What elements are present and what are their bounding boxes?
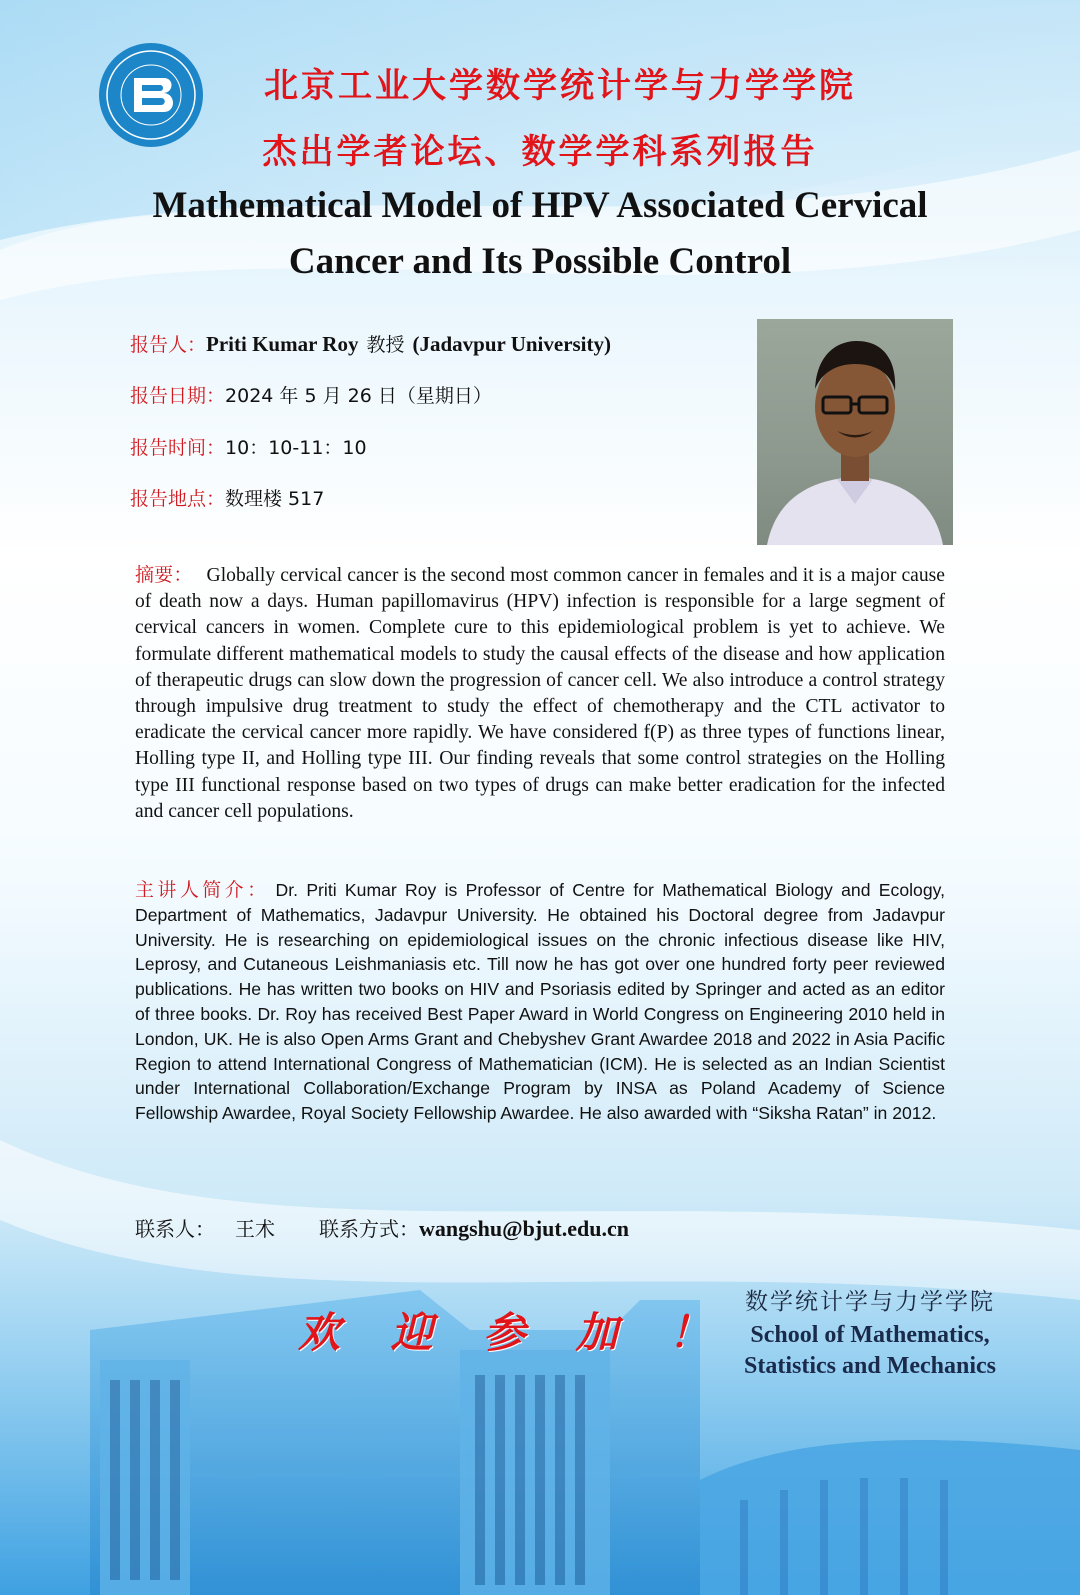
date-label: 报告日期： <box>130 385 226 407</box>
welcome-text: 欢 迎 参 加 ！ <box>298 1308 729 1357</box>
abstract-label: 摘要： <box>135 564 193 586</box>
bio-label: 主讲人简介： <box>135 879 270 901</box>
institution-title: 北京工业大学数学统计学与力学学院 <box>264 66 856 106</box>
speaker-label: 报告人： <box>130 334 207 356</box>
venue-label: 报告地点： <box>130 488 226 510</box>
school-name-en-line-1: School of Mathematics, <box>750 1322 990 1348</box>
series-title: 杰出学者论坛、数学学科系列报告 <box>262 132 818 172</box>
talk-title-line-1: Mathematical Model of HPV Associated Cervical <box>152 185 928 226</box>
bio-paragraph <box>135 878 945 1126</box>
school-name-en-line-2: Statistics and Mechanics <box>744 1353 996 1379</box>
contact-method-label: 联系方式： <box>319 1217 419 1241</box>
school-name-cn: 数学统计学与力学学院 <box>745 1289 995 1315</box>
contact-row <box>135 1213 629 1242</box>
time-value: 10：10-11：10 <box>225 437 367 459</box>
speaker-photo <box>757 319 953 545</box>
time-label: 报告时间： <box>130 437 226 459</box>
date-row <box>130 381 492 408</box>
venue-row <box>130 484 324 511</box>
abstract-text: Globally cervical cancer is the second most common cancer in females and it is a major cause of death now a days. Human papillomavirus (HPV) infection is responsible for a large segment of cervical cancers in women. Complete cure to this epidemiological problem is yet to achieve. We formulate different mathematical models to study the causal effects of the disease and how application of therapeutic drugs can slow down the progression of cancer cell. We also introduce a control strategy through impulsive drug treatment to study the effect of chemotherapy and the CTL activator to eradicate the cervical cancer more rapidly. We have considered f(P) as three types of functions linear, Holling type II, and Holling type III. Our finding reveals that some control strategies on the Holling type III functional response based on two types of drugs can make better eradication for the infected and cancer cell populations. <box>135 565 945 822</box>
date-value: 2024 年 5 月 26 日（星期日） <box>225 385 492 407</box>
time-row <box>130 433 367 460</box>
contact-email: wangshu@bjut.edu.cn <box>419 1216 629 1241</box>
speaker-title: 教授 <box>366 334 405 356</box>
speaker-row <box>130 330 611 357</box>
bio-text: Dr. Priti Kumar Roy is Professor of Centre for Mathematical Biology and Ecology, Department of Mathematics, Jadavpur University. He obtained his Doctoral degree from Jadavpur University. He is researching on epidemiological issues on the chronic infectious disease like HIV, Leprosy, and Cutaneous Leishmaniasis etc. Till now he has got over one hundred forty peer reviewed publications. He has written two books on HIV and Psoriasis edited by Springer and acted as an editor of three books. Dr. Roy has received Best Paper Award in World Congress on Engineering 2010 held in London, UK. He is also Open Arms Grant and Chebyshev Grant Awardee 2018 and 2022 in Asia Pacific Region to attend International Congress of Mathematician (ICM). He is selected as an Indian Scientist under International Collaboration/Exchange Program by INSA as Poland Academy of Science Fellowship Awardee, Royal Society Fellowship Awardee. He also awarded with “Siksha Ratan” in 2012. <box>135 880 945 1124</box>
talk-title-line-2: Cancer and Its Possible Control <box>288 241 792 282</box>
speaker-name: Priti Kumar Roy <box>206 332 359 356</box>
speaker-affiliation: (Jadavpur University) <box>412 332 612 356</box>
contact-person-name: 王术 <box>235 1217 275 1241</box>
venue-value: 数理楼 517 <box>225 488 325 510</box>
abstract-paragraph <box>135 562 945 825</box>
contact-person-label: 联系人： <box>135 1217 215 1241</box>
